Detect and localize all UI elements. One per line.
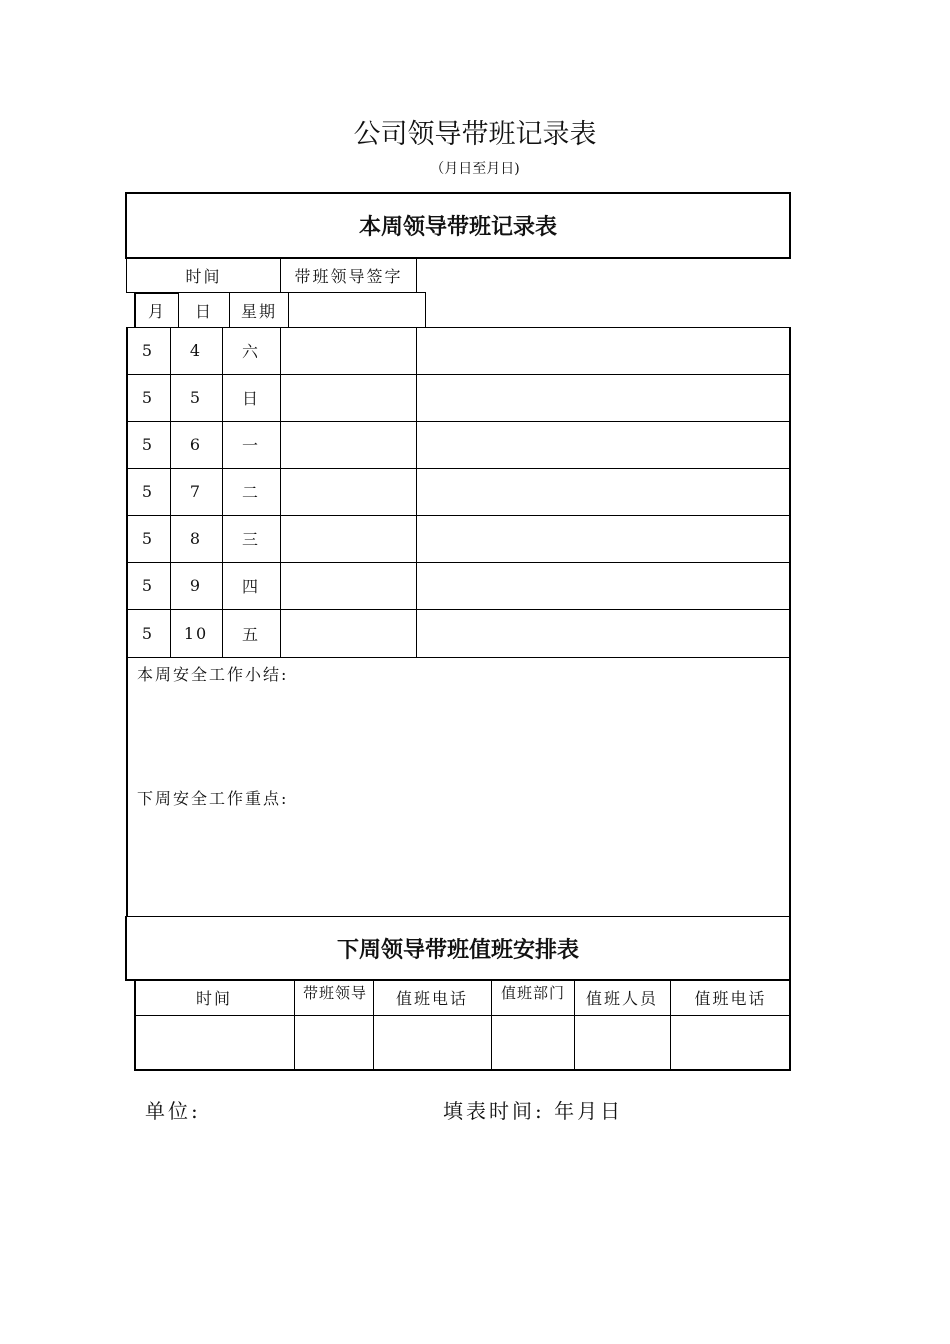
row-weekday: 二: [241, 483, 260, 502]
row-month: 5: [141, 624, 155, 643]
row-day: 5: [189, 388, 203, 407]
header-time-text: 时间: [185, 267, 222, 286]
table-row: [126, 327, 791, 374]
row-month: 5: [141, 341, 155, 360]
next-week-table: [134, 980, 791, 1071]
column-divider: [491, 980, 492, 1071]
schedule-header-staff: 值班人员: [585, 989, 658, 1008]
row-divider: [126, 421, 791, 422]
row-weekday: 六: [241, 342, 260, 361]
table-row: [126, 609, 791, 658]
header-day: [178, 292, 230, 328]
row-weekday: 三: [241, 530, 260, 549]
row-weekday: 五: [241, 625, 260, 644]
next-week-focus-label: 下周安全工作重点:: [137, 789, 289, 808]
row-month: 5: [141, 529, 155, 548]
day-rows: [126, 327, 791, 658]
table-row: [126, 468, 791, 515]
schedule-header-leader: 带班领导: [302, 985, 367, 1002]
header-month: [134, 292, 179, 328]
row-divider: [126, 468, 791, 469]
date-range-subtitle: （月日至月日): [430, 161, 520, 177]
table-row: [126, 374, 791, 421]
row-day: 8: [189, 529, 203, 548]
header-time: [126, 258, 281, 293]
row-month: 5: [141, 482, 155, 501]
page-title: 公司领导带班记录表: [353, 119, 597, 150]
row-day: 9: [189, 576, 203, 595]
row-divider: [126, 562, 791, 563]
table-row: [126, 515, 791, 562]
header-weekday-text: 星期: [240, 301, 277, 321]
column-divider: [280, 327, 281, 658]
safety-summary-box: [126, 657, 791, 917]
header-signature: [280, 258, 417, 293]
row-divider: [126, 609, 791, 610]
schedule-header-phone: 值班电话: [395, 989, 468, 1008]
week-table-heading: [125, 192, 791, 259]
unit-label: 单位:: [145, 1099, 201, 1123]
row-day: 7: [189, 482, 203, 501]
row-divider: [126, 515, 791, 516]
row-day: 10: [183, 624, 209, 643]
row-divider: [126, 374, 791, 375]
table-row: [126, 562, 791, 609]
row-day: 4: [189, 341, 203, 360]
column-divider: [416, 327, 417, 658]
header-day-text: 日: [194, 301, 213, 321]
row-weekday: 四: [241, 577, 260, 596]
fill-time-label: 填表时间: 年月日: [443, 1099, 624, 1123]
row-month: 5: [141, 388, 155, 407]
row-weekday: 一: [241, 436, 260, 455]
next-week-table-heading: [125, 916, 791, 981]
column-divider: [170, 327, 171, 658]
row-weekday: 日: [241, 389, 260, 408]
table-row: [126, 421, 791, 468]
column-divider: [294, 980, 295, 1071]
column-divider: [222, 327, 223, 658]
week-table-heading-text: 本周领导带班记录表: [358, 214, 557, 240]
header-weekday: [229, 292, 289, 328]
schedule-header-time: 时间: [195, 989, 232, 1008]
header-month-text: 月: [147, 302, 166, 321]
header-divider: [134, 1015, 791, 1016]
schedule-header-phone-2: 值班电话: [694, 989, 767, 1008]
row-month: 5: [141, 435, 155, 454]
weekly-summary-label: 本周安全工作小结:: [137, 665, 289, 684]
row-month: 5: [141, 576, 155, 595]
next-week-table-heading-text: 下周领导带班值班安排表: [336, 936, 579, 963]
row-day: 6: [189, 435, 203, 454]
schedule-header-department: 值班部门: [500, 985, 565, 1002]
header-signature-text: 带班领导签字: [294, 267, 403, 286]
header-signature-blank: [288, 292, 426, 328]
